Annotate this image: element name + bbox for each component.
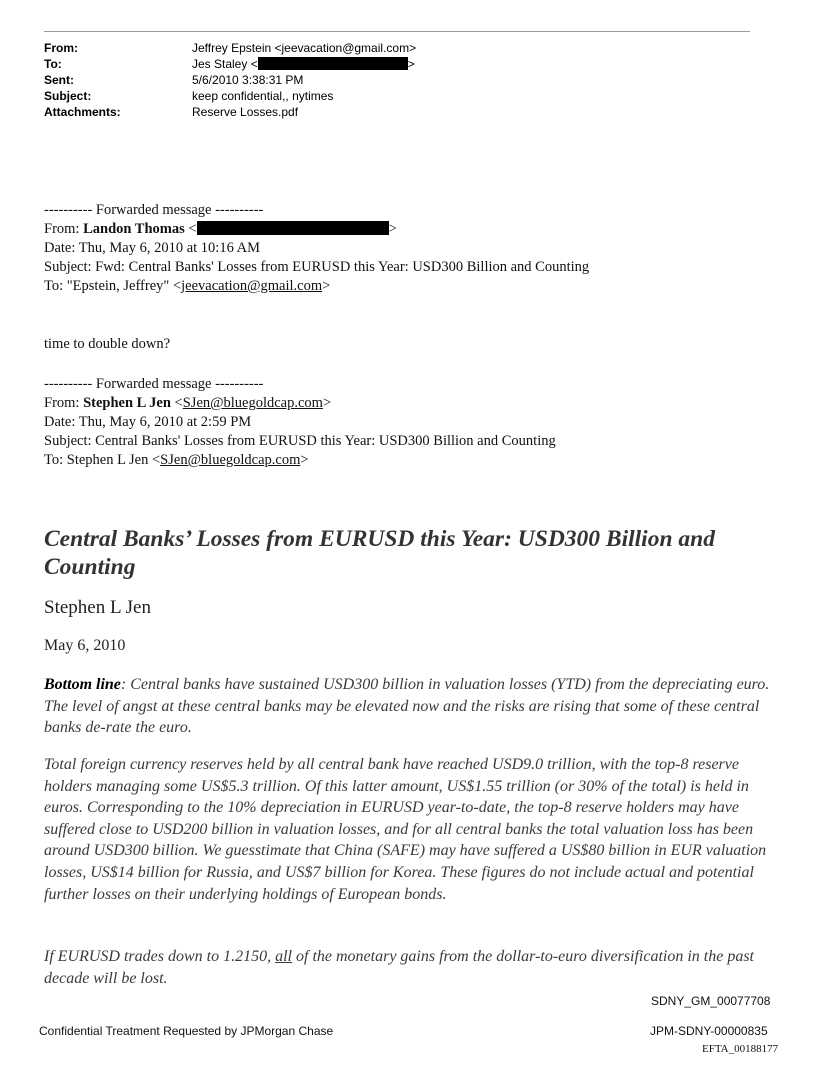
header-divider (44, 31, 750, 32)
reserves-paragraph: Total foreign currency reserves held by all central bank have reached USD9.0 trillion, with the top-8 reserve holders managing some US$5.3 trillion. Of this latter amount, US$1.55 trillion (or 30% of the total) is held in euros. Corresponding to the 10% depreciation in EURUSD year-to-date, the top-8 reserve holders may have suffered close to USD200 billion in valuation losses, and for all central banks the total valuation loss has been around USD300 billion. We guesstimate that China (SAFE) may have suffered a US$80 billion in EUR valuation losses, US$14 billion for Russia, and US$7 billion for Korea. These figures do not include actual and potential further losses on their underlying holdings of European bonds. (44, 756, 767, 903)
fwd1-to-suffix: > (322, 278, 331, 294)
fwd1-from-close: > (388, 221, 397, 237)
fwd2-to-prefix: To: Stephen L Jen < (44, 452, 161, 468)
header-from-row (44, 40, 78, 56)
fwd1-from-name: Landon Thomas (83, 221, 185, 237)
p3-all: all (275, 948, 292, 965)
attachments-value[interactable]: Reserve Losses.pdf (192, 105, 299, 119)
fwd2-date: Date: Thu, May 6, 2010 at 2:59 PM (44, 414, 252, 430)
fwd1-from-line (44, 220, 397, 239)
article-author: Stephen L Jen (44, 597, 151, 618)
sent-value: 5/6/2010 3:38:31 PM (192, 73, 304, 87)
bates-number-sdny: SDNY_GM_00077708 (651, 994, 771, 1008)
fwd1-date: Date: Thu, May 6, 2010 at 10:16 AM (44, 240, 261, 256)
to-label: To: (44, 57, 62, 71)
subject-value: keep confidential,, nytimes (192, 89, 334, 103)
confidential-notice: Confidential Treatment Requested by JPMorgan Chase (39, 1024, 334, 1038)
from-value: Jeffrey Epstein <jeevacation@gmail.com> (192, 41, 417, 55)
article-title: Central Banks’ Losses from EURUSD this Year: USD300 Billion and Counting (44, 526, 715, 580)
bottom-line-text: : Central banks have sustained USD300 billion in valuation losses (YTD) from the depreciating euro. The level of angst at these central banks may be elevated now and the risks are rising that some of these central banks de-rate the euro. (44, 676, 770, 737)
fwd2-from-prefix: From: (44, 395, 84, 411)
sent-label: Sent: (44, 73, 74, 87)
fwd1-to-line (44, 277, 330, 296)
note-text: time to double down? (44, 336, 171, 352)
forward-separator-1: ---------- Forwarded message ---------- (44, 202, 264, 218)
to-prefix: Jes Staley < (192, 57, 258, 71)
article-date: May 6, 2010 (44, 637, 126, 654)
fwd1-subject: Subject: Fwd: Central Banks' Losses from EURUSD this Year: USD300 Billion and Counting (44, 259, 590, 275)
fwd2-from-line (44, 394, 331, 413)
attachments-label-wrap (44, 104, 121, 120)
to-label-wrap (44, 56, 62, 72)
attachments-label: Attachments: (44, 105, 121, 119)
bates-number-jpm: JPM-SDNY-00000835 (650, 1024, 768, 1038)
fwd2-to-email-link[interactable]: SJen@bluegoldcap.com (160, 452, 301, 468)
subject-label: Subject: (44, 89, 92, 103)
fwd1-from-open: < (184, 221, 197, 237)
from-label: From: (44, 41, 78, 55)
fwd2-from-email-link[interactable]: SJen@bluegoldcap.com (182, 395, 323, 411)
p3-post: of the monetary gains from the dollar-to-euro diversification in the past decade will be lost. (44, 948, 754, 987)
fwd1-to-email-link[interactable]: jeevacation@gmail.com (181, 278, 323, 294)
eurusd-paragraph (44, 946, 774, 989)
bottom-line-paragraph (44, 674, 774, 739)
redaction-box (197, 221, 389, 235)
fwd1-to-prefix: To: "Epstein, Jeffrey" < (44, 278, 182, 294)
fwd2-from-open: < (170, 395, 183, 411)
bottom-line-label: Bottom line (44, 676, 121, 693)
to-value (192, 56, 415, 72)
bates-number-efta: EFTA_00188177 (702, 1043, 779, 1055)
fwd2-from-name: Stephen L Jen (83, 395, 171, 411)
fwd2-to-line (44, 451, 309, 470)
to-suffix: > (407, 57, 415, 71)
forward-separator-2: ---------- Forwarded message ---------- (44, 376, 264, 392)
p3-pre: If EURUSD trades down to 1.2150, (44, 948, 276, 965)
fwd1-from-prefix: From: (44, 221, 84, 237)
subject-label-wrap (44, 88, 91, 104)
redaction-box (258, 57, 408, 70)
fwd2-subject: Subject: Central Banks' Losses from EURUSD this Year: USD300 Billion and Counting (44, 433, 556, 449)
fwd2-from-close: > (322, 395, 332, 411)
sent-label-wrap (44, 72, 74, 88)
fwd2-to-suffix: > (300, 452, 309, 468)
